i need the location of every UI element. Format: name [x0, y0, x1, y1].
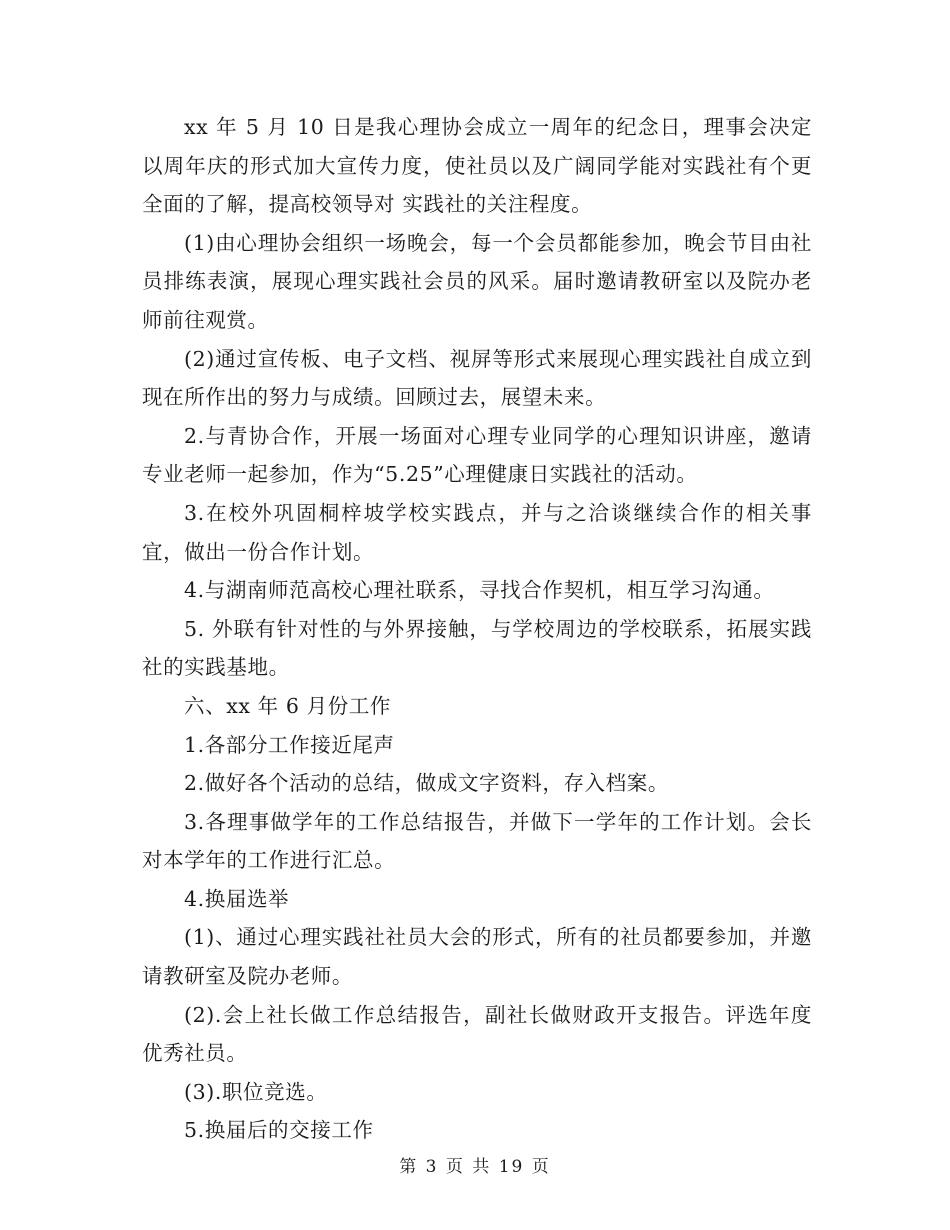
paragraph-publicity-display: (2)通过宣传板、电子文档、视屏等形式来展现心理实践社自成立到现在所作出的努力与成绩。回顾过去，展望未来。 [142, 346, 812, 410]
paragraph-handover: 5.换届后的交接工作 [184, 1118, 374, 1143]
paragraph-wrap-up: 1.各部分工作接近尾声 [184, 732, 395, 757]
paragraph-external-liaison: 5. 外联有针对性的与外界接触，与学校周边的学校联系，拓展实践社的实践基地。 [142, 616, 812, 680]
paragraph-member-assembly: (1)、通过心理实践社社员大会的形式，所有的社员都要参加，并邀请教研室及院办老师。 [142, 925, 812, 989]
paragraph-evening-party: (1)由心理协会组织一场晚会，每一个会员都能参加，晚会节目由社员排练表演，展现心理实践社会员的风采。届时邀请教研室以及院办老师前往观赏。 [142, 230, 812, 332]
paragraph-practice-site: 3.在校外巩固桐梓坡学校实践点，并与之洽谈继续合作的相关事宜，做出一份合作计划。 [142, 500, 812, 564]
paragraph-position-campaign: (3).职位竞选。 [184, 1079, 328, 1104]
paragraph-election: 4.换届选举 [184, 886, 290, 911]
paragraph-lecture-cooperation: 2.与青协合作，开展一场面对心理专业同学的心理知识讲座，邀请专业老师一起参加，作为“5.25”心理健康日实践社的活动。 [142, 423, 812, 487]
section-heading-june-work: 六、xx 年 6 月份工作 [184, 693, 392, 718]
paragraph-university-contact: 4.与湖南师范高校心理社联系，寻找合作契机，相互学习沟通。 [184, 578, 775, 603]
paragraph-summaries: 2.做好各个活动的总结，做成文字资料，存入档案。 [184, 771, 669, 796]
document-body [142, 108, 812, 1150]
paragraph-anniversary-intro: xx 年 5 月 10 日是我心理协会成立一周年的纪念日，理事会决定以周年庆的形式加大宣传力度，使社员以及广阔同学能对实践社有个更全面的了解，提高校领导对 实践社的关注程度。 [142, 115, 812, 217]
paragraph-annual-report: 3.各理事做学年的工作总结报告，并做下一学年的工作计划。会长对本学年的工作进行汇总。 [142, 809, 812, 873]
paragraph-reports-awards: (2).会上社长做工作总结报告，副社长做财政开支报告。评选年度优秀社员。 [142, 1002, 812, 1066]
page-number-footer: 第 3 页 共 19 页 [399, 1157, 551, 1177]
